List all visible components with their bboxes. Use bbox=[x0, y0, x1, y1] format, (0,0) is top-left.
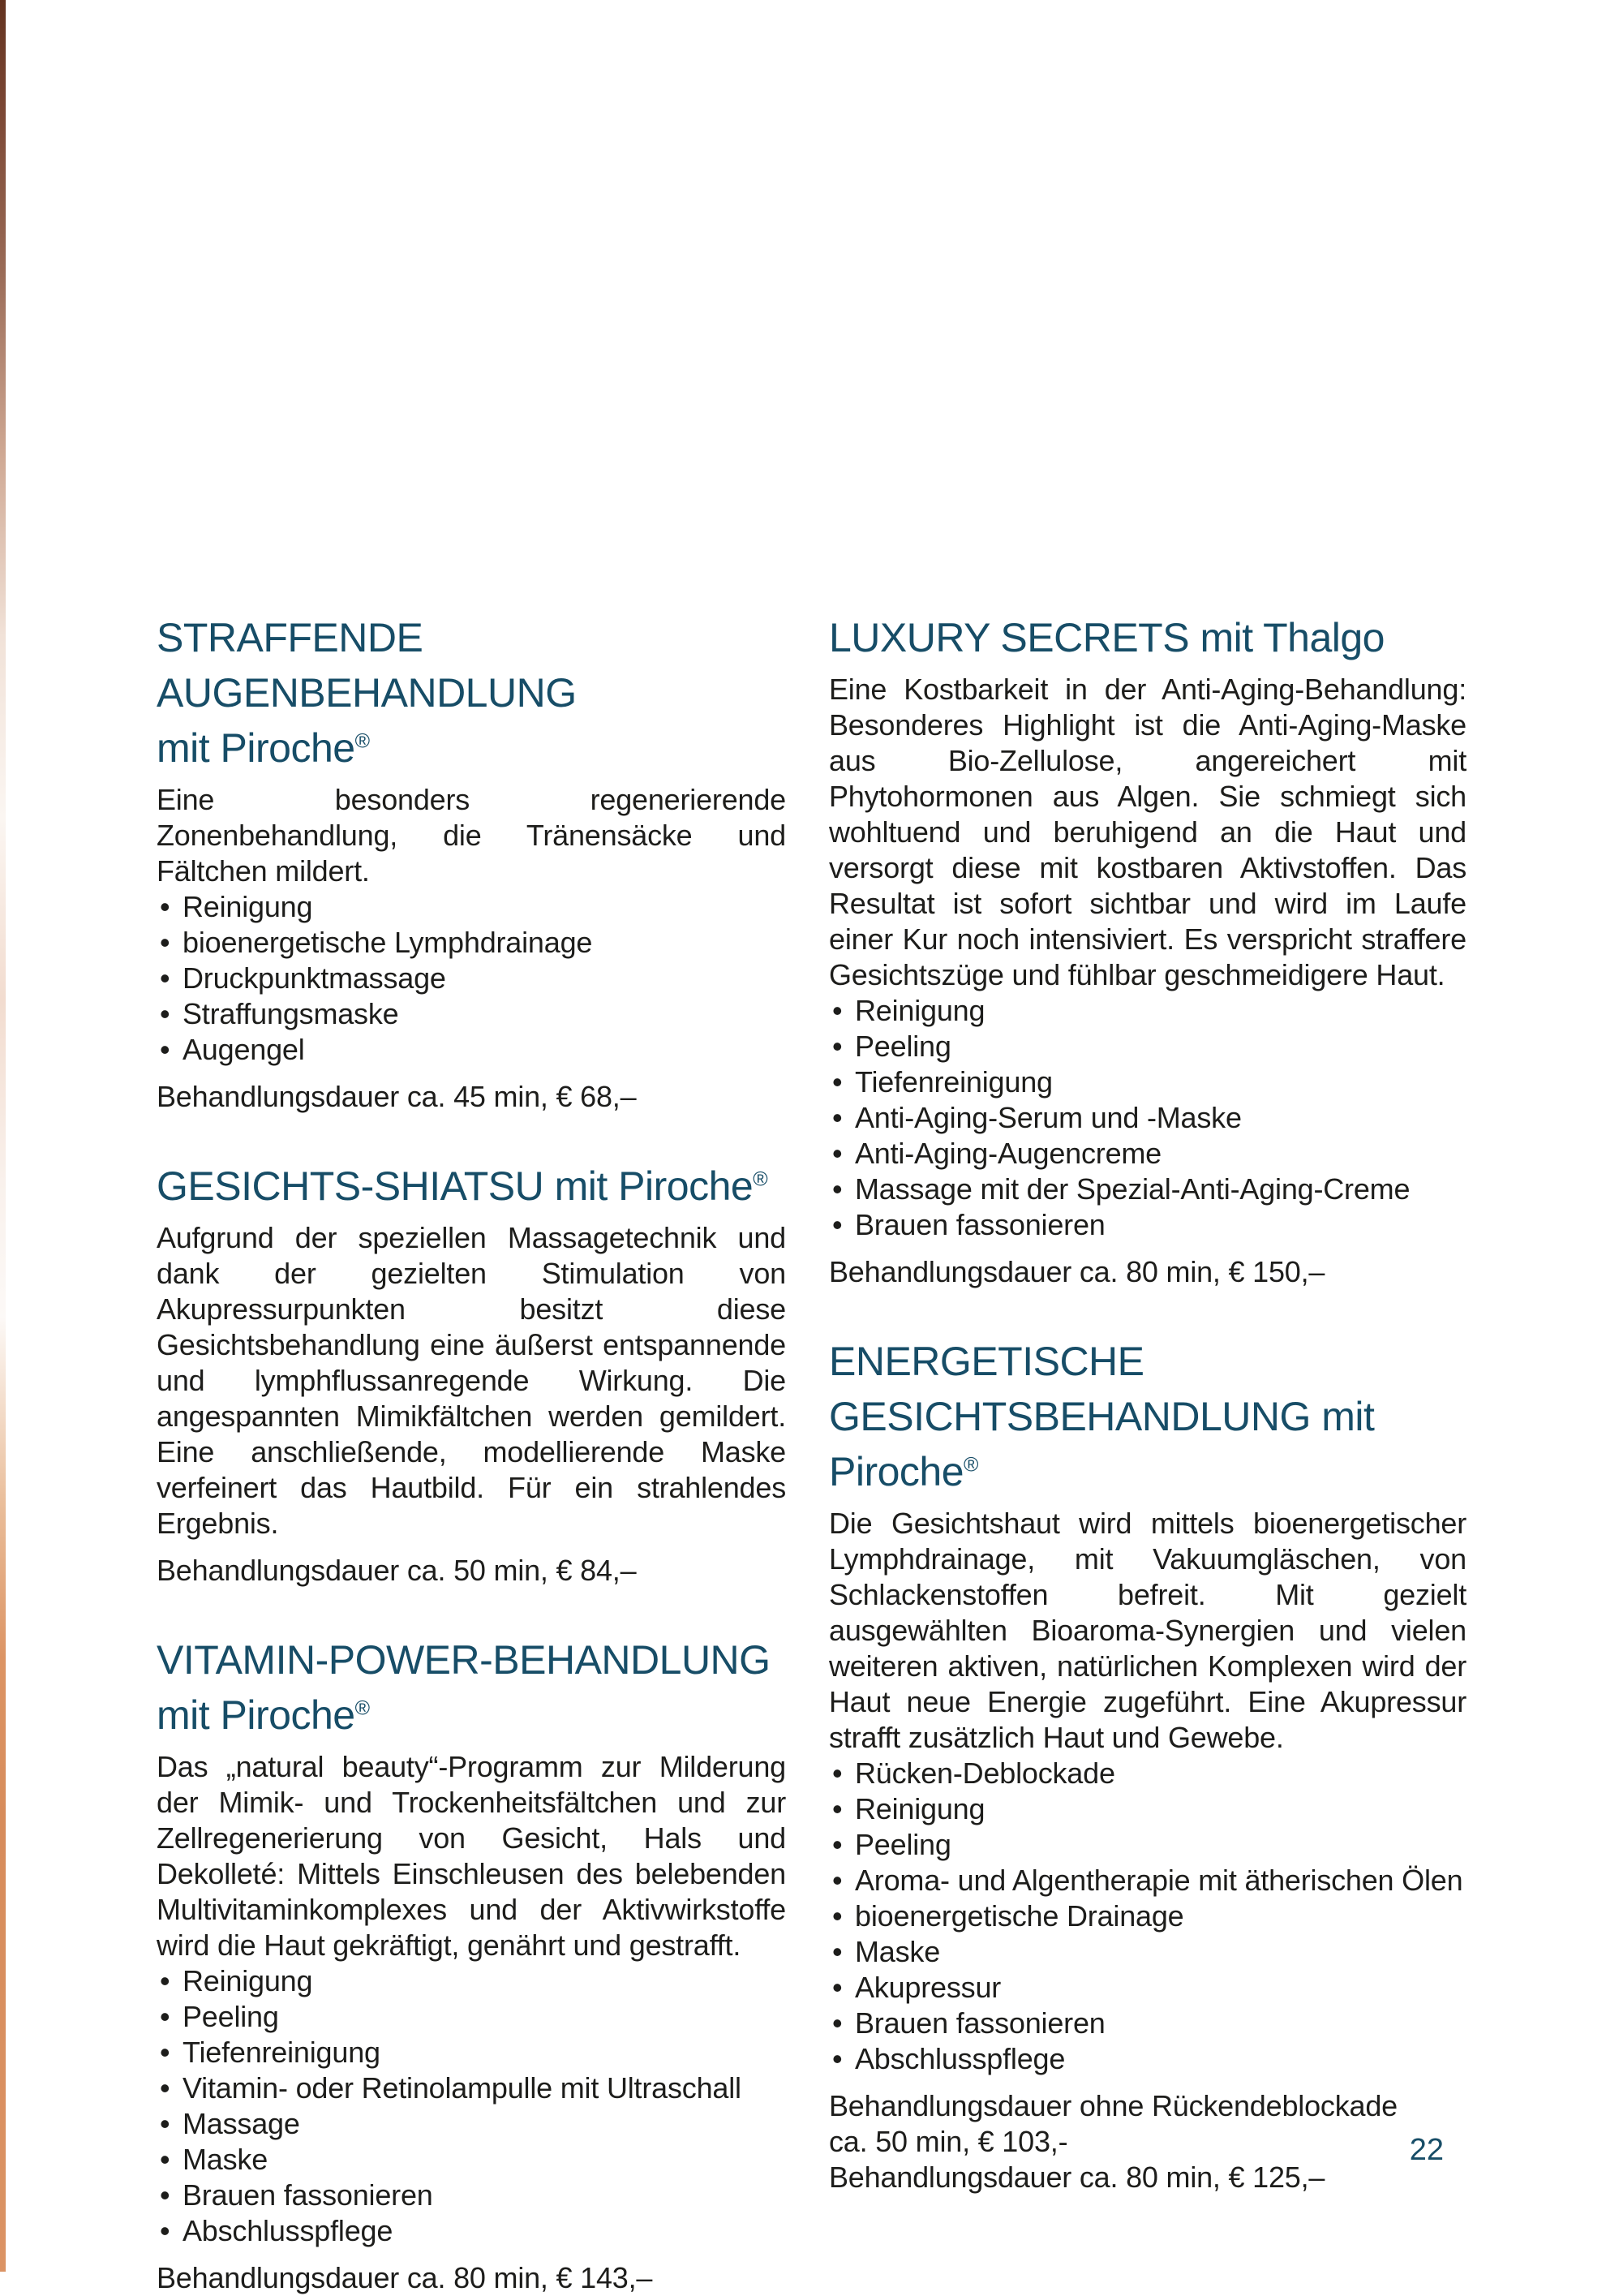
list-item: • Peeling bbox=[829, 1827, 1466, 1863]
duration-price: Behandlungsdauer ca. 50 min, € 84,– bbox=[157, 1554, 637, 1587]
list-item: • Massage mit der Spezial-Anti-Aging-Creme bbox=[829, 1172, 1466, 1207]
list-item: • Anti-Aging-Augencreme bbox=[829, 1136, 1466, 1172]
section-intro: Eine Kostbarkeit in der Anti-Aging-Behandlung: Besonderes Highlight ist die Anti-Aging-Maske aus Bio-Zellulose, angereichert mit Phytohormonen aus Algen. Sie schmiegt sich wohltuend und beruhigend an die Haut und versorgt diese mit kostbaren Aktivstoffen. Das Resultat ist sofort sichtbar und wird im Laufe einer Kur noch intensiviert. Es verspricht straffere Gesichtszüge und fühlbar geschmeidigere Haut. bbox=[829, 673, 1466, 991]
treatment-steps-list bbox=[157, 889, 786, 1068]
list-item: • Brauen fassonieren bbox=[829, 1207, 1466, 1243]
section-intro: Das „natural beauty“-Programm zur Milderung der Mimik- und Trockenheitsfältchen und zur Zellregenerierung von Gesicht, Hals und Dekolleté: Mittels Einschleusen des belebenden Multivitaminkomplexes und der Aktivwirkstoffe wird die Haut gekräftigt, genährt und gestrafft. bbox=[157, 1750, 786, 1962]
list-item: • Brauen fassonieren bbox=[157, 2178, 786, 2213]
list-item: • Abschlusspflege bbox=[829, 2041, 1466, 2077]
list-item: • Druckpunktmassage bbox=[157, 961, 786, 996]
section-title: STRAFFENDE AUGENBEHANDLUNG mit Piroche® bbox=[157, 615, 577, 771]
list-item: • Maske bbox=[157, 2142, 786, 2178]
list-item: • Brauen fassonieren bbox=[829, 2006, 1466, 2041]
section-intro: Aufgrund der speziellen Massagetechnik und dank der gezielten Stimulation von Akupressurpunkten besitzt diese Gesichtsbehandlung eine äußerst entspannende und lymphflussanregende Wirkung. Die angespannten Mimikfältchen werden gemildert. Eine anschließende, modellierende Maske verfeinert das Hautbild. Für ein strahlendes Ergebnis. bbox=[157, 1221, 786, 1540]
treatment-section bbox=[157, 610, 786, 1115]
list-item: • Aroma- und Algentherapie mit ätherischen Ölen bbox=[829, 1863, 1466, 1898]
list-item: • bioenergetische Drainage bbox=[829, 1898, 1466, 1934]
list-item: • Tiefenreinigung bbox=[829, 1064, 1466, 1100]
list-item: • Straffungsmaske bbox=[157, 996, 786, 1032]
treatment-steps-list bbox=[157, 1963, 786, 2249]
duration-price: Behandlungsdauer ohne Rückendeblockade ca. 50 min, € 103,- Behandlungsdauer ca. 80 min, € 125,– bbox=[829, 2089, 1398, 2194]
list-item: • Peeling bbox=[157, 1999, 786, 2035]
treatment-section bbox=[829, 610, 1466, 1290]
section-intro: Eine besonders regenerierende Zonenbehandlung, die Tränensäcke und Fältchen mildert. bbox=[157, 783, 786, 888]
left-accent-strip bbox=[0, 0, 6, 2272]
list-item: • Reinigung bbox=[157, 889, 786, 925]
section-title: GESICHTS-SHIATSU mit Piroche® bbox=[157, 1163, 768, 1209]
list-item: • Rücken-Deblockade bbox=[829, 1756, 1466, 1791]
section-title: LUXURY SECRETS mit Thalgo bbox=[829, 615, 1385, 660]
list-item: • Peeling bbox=[829, 1029, 1466, 1064]
list-item: • Reinigung bbox=[157, 1963, 786, 1999]
page-number: 22 bbox=[1409, 2133, 1444, 2167]
list-item: • Akupressur bbox=[829, 1970, 1466, 2006]
treatment-steps-list bbox=[829, 1756, 1466, 2077]
list-item: • Reinigung bbox=[829, 993, 1466, 1029]
list-item: • Maske bbox=[829, 1934, 1466, 1970]
duration-price: Behandlungsdauer ca. 80 min, € 150,– bbox=[829, 1255, 1325, 1288]
section-title: VITAMIN-POWER-BEHANDLUNG mit Piroche® bbox=[157, 1637, 771, 1738]
duration-price: Behandlungsdauer ca. 45 min, € 68,– bbox=[157, 1080, 637, 1113]
list-item: • Reinigung bbox=[829, 1791, 1466, 1827]
list-item: • Abschlusspflege bbox=[157, 2213, 786, 2249]
treatment-section bbox=[829, 1334, 1466, 2195]
list-item: • Massage bbox=[157, 2106, 786, 2142]
list-item: • bioenergetische Lymphdrainage bbox=[157, 925, 786, 961]
left-column bbox=[157, 610, 786, 2296]
section-intro: Die Gesichtshaut wird mittels bioenergetischer Lymphdrainage, mit Vakuumgläschen, von Schlackenstoffen befreit. Mit gezielt ausgewählten Bioaroma-Synergien und vielen weiteren aktiven, natürlichen Komplexen wird der Haut neue Energie zugeführt. Eine Akupressur strafft zusätzlich Haut und Gewebe. bbox=[829, 1507, 1466, 1754]
list-item: • Augengel bbox=[157, 1032, 786, 1068]
duration-price: Behandlungsdauer ca. 80 min, € 143,– bbox=[157, 2261, 653, 2294]
treatment-section bbox=[157, 1159, 786, 1589]
section-title: ENERGETISCHE GESICHTSBEHANDLUNG mit Piroche® bbox=[829, 1339, 1375, 1494]
list-item: • Vitamin- oder Retinolampulle mit Ultraschall bbox=[157, 2070, 786, 2106]
treatment-steps-list bbox=[829, 993, 1466, 1243]
right-column bbox=[829, 610, 1466, 2195]
treatment-section bbox=[157, 1632, 786, 2296]
list-item: • Tiefenreinigung bbox=[157, 2035, 786, 2070]
list-item: • Anti-Aging-Serum und -Maske bbox=[829, 1100, 1466, 1136]
